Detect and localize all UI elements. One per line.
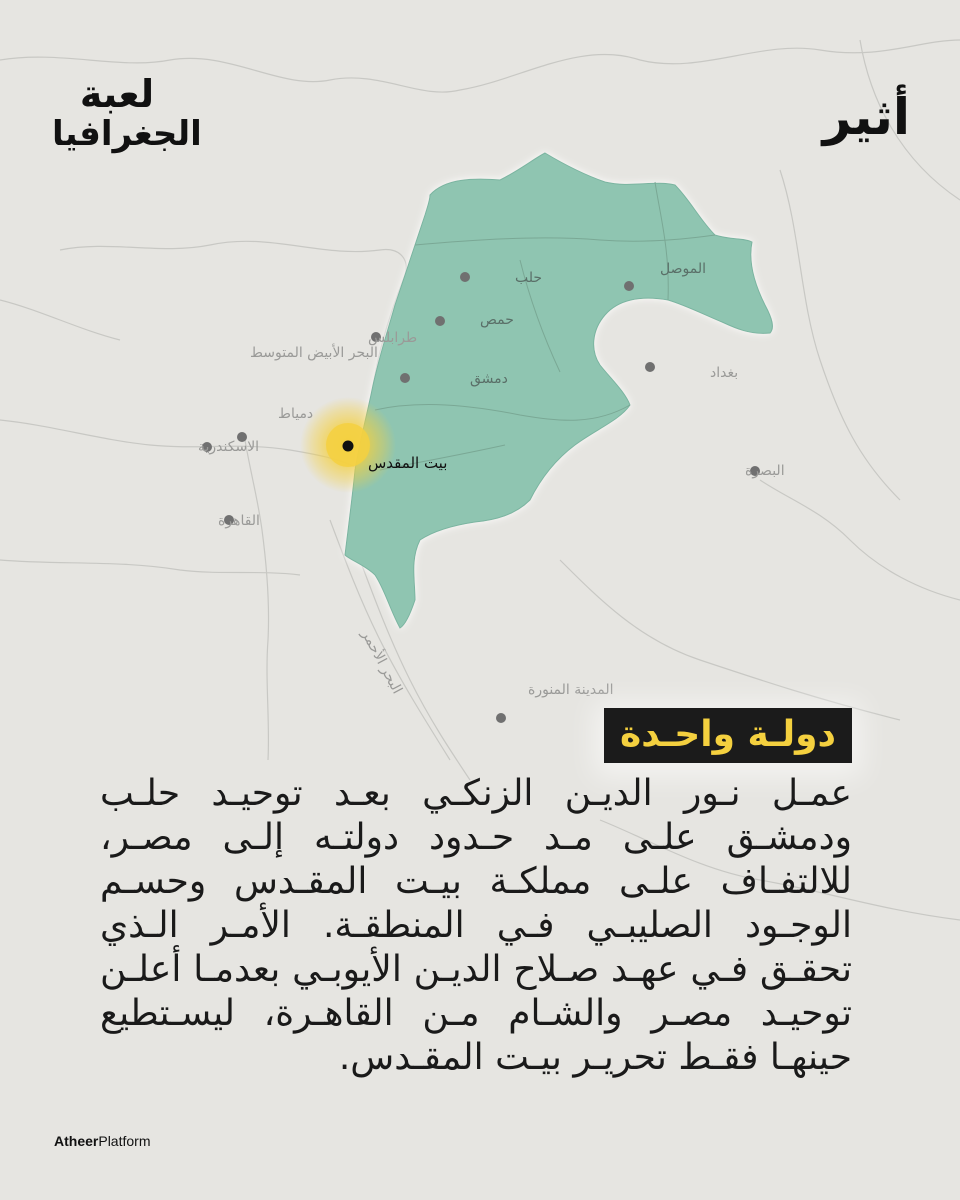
label-damascus: دمشق <box>470 371 508 387</box>
label-medina: المدينة المنورة <box>528 682 614 698</box>
label-baghdad: بغداد <box>710 365 739 381</box>
city-dot-mosul <box>624 281 634 291</box>
border-2 <box>0 560 300 575</box>
label-homs: حمص <box>480 312 514 328</box>
atheer-logo: أثير <box>822 88 910 146</box>
label-alexandria: الاسكندرية <box>198 439 260 455</box>
zengid-territory <box>345 153 772 628</box>
city-dot-homs <box>435 316 445 326</box>
label-damietta: دمياط <box>278 406 314 422</box>
game-logo <box>52 72 202 154</box>
label-tripoli: طرابلس <box>368 330 418 346</box>
label-mosul: الموصل <box>660 261 706 277</box>
coastline-anatolia <box>60 241 406 275</box>
city-dot-aleppo <box>460 272 470 282</box>
persian-gulf-coast <box>760 480 960 600</box>
label-basra: البصرة <box>745 463 785 479</box>
label-cairo: القاهرة <box>218 513 260 529</box>
logo-line-2: الجغرافيا <box>52 114 202 154</box>
label-jerusalem: بيت المقدس <box>368 454 448 472</box>
red-sea-label: البحر الأحمر <box>358 627 406 697</box>
headline-badge: دولـة واحـدة <box>604 708 852 763</box>
city-dot-damascus <box>400 373 410 383</box>
territory-shape <box>345 153 772 628</box>
border-5 <box>0 300 120 340</box>
footer-brand-bold: Atheer <box>54 1133 99 1149</box>
mediterranean-label: البحر الأبيض المتوسط <box>250 345 378 361</box>
city-dot-medina <box>496 713 506 723</box>
city-dot-jerusalem <box>343 441 354 452</box>
footer-brand-light: Platform <box>98 1133 151 1149</box>
border-3 <box>780 170 900 500</box>
label-aleppo: حلب <box>515 270 543 286</box>
article-body: عمـل نـور الديـن الزنكـي بعـد توحيـد حلـب ودمشـق علـى مـد حـدود دولتـه إلـى مصـر، للالتفـاف علـى مملكـة بيـت المقـدس وحسـم الوجـود الصليبـي فـي المنطقـة. الأمـر الـذي تحقـق فـي عهـد صـلاح الديـن الأيوبـي بعدمـا أعلـن توحيـد مصـر والشـام مـن القاهـرة، ليسـتطيع حينهـا فقـط تحريـر بيـت المقـدس. <box>100 773 852 1078</box>
footer-brand <box>54 1133 150 1149</box>
logo-line-1: لعبة <box>79 72 155 116</box>
city-dot-baghdad <box>645 362 655 372</box>
nile-river <box>245 440 269 760</box>
